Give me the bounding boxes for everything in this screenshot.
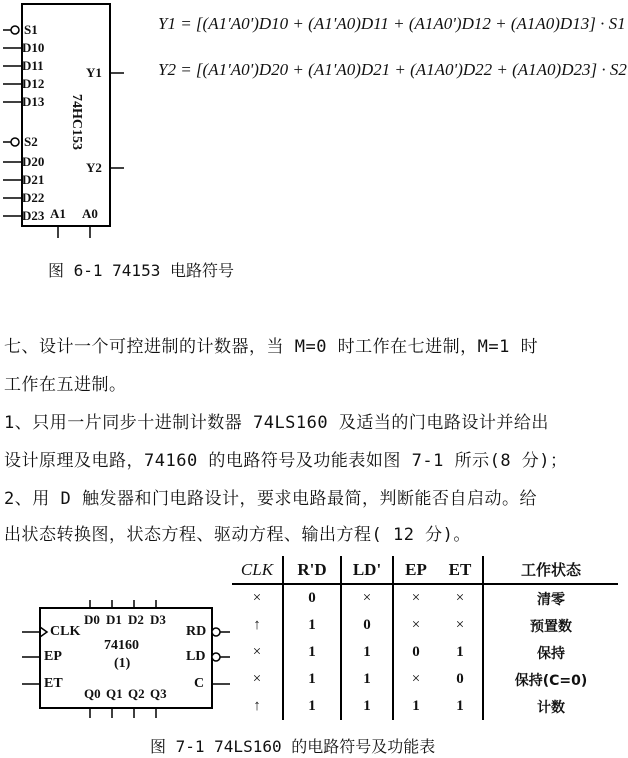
question-line-1: 七、设计一个可控进制的计数器，当 M=0 时工作在七进制，M=1 时 bbox=[4, 337, 539, 357]
formula-y2: Y2 = [(A1'A0')D20 + (A1'A0)D21 + (A1A0')D22 + (A1A0)D23] · S2 bbox=[158, 60, 627, 79]
cell-et: 0 bbox=[456, 671, 464, 687]
pin-label-rd: RD bbox=[186, 624, 207, 639]
header-clk: CLK bbox=[232, 556, 283, 584]
pin-label-q1: Q1 bbox=[106, 686, 123, 701]
function-table-header bbox=[232, 556, 618, 584]
pin-label-y1: Y1 bbox=[86, 65, 102, 80]
cell-ep: × bbox=[393, 666, 438, 693]
cell-et: 1 bbox=[456, 698, 464, 714]
chip-74160-index: (1) bbox=[114, 656, 131, 671]
table-row bbox=[232, 584, 618, 612]
header-ep: EP bbox=[393, 556, 438, 584]
cell-state: 保持 bbox=[483, 639, 618, 666]
cell-state: 清零 bbox=[483, 584, 618, 612]
pin-label-d21: D21 bbox=[22, 172, 45, 187]
cell-ep: × bbox=[393, 612, 438, 639]
pin-label-q2: Q2 bbox=[128, 686, 145, 701]
cell-ld: × bbox=[341, 584, 393, 612]
cell-et: × bbox=[455, 617, 465, 633]
pin-label-q3: Q3 bbox=[150, 686, 167, 701]
pin-label-c: C bbox=[194, 676, 205, 691]
pin-label-d0: D0 bbox=[84, 612, 100, 627]
table-row bbox=[232, 693, 618, 720]
cell-state: 计数 bbox=[483, 693, 618, 720]
pin-label-a0: A0 bbox=[82, 206, 98, 221]
cell-clk: ↑ bbox=[253, 698, 261, 714]
header-ld: LD' bbox=[341, 556, 393, 584]
header-et: ET bbox=[438, 556, 483, 584]
cell-et: 1 bbox=[456, 644, 464, 660]
table-row bbox=[232, 666, 618, 693]
pin-label-d2: D2 bbox=[128, 612, 144, 627]
pin-label-d12: D12 bbox=[22, 76, 45, 91]
pin-label-d23: D23 bbox=[22, 208, 45, 223]
question-line-4: 设计原理及电路，74160 的电路符号及功能表如图 7-1 所示(8 分)； bbox=[4, 451, 568, 471]
pin-label-y2: Y2 bbox=[86, 160, 102, 175]
pin-label-et: ET bbox=[44, 676, 63, 691]
pin-label-d3: D3 bbox=[150, 612, 166, 627]
cell-ld: 1 bbox=[341, 693, 393, 720]
cell-state: 保持(C=0) bbox=[483, 666, 618, 693]
header-rd: R'D bbox=[283, 556, 341, 584]
figure-6-1-caption: 图 6-1 74153 电路符号 bbox=[48, 261, 234, 280]
pin-label-d1: D1 bbox=[106, 612, 122, 627]
pin-label-ld: LD bbox=[186, 649, 206, 664]
cell-ld: 0 bbox=[341, 612, 393, 639]
cell-rd: 1 bbox=[283, 666, 341, 693]
pin-label-clk: CLK bbox=[50, 624, 81, 639]
cell-rd: 0 bbox=[283, 584, 341, 612]
formula-y1: Y1 = [(A1'A0')D10 + (A1'A0)D11 + (A1A0')D12 + (A1A0)D13] · S1 bbox=[158, 14, 626, 33]
cell-rd: 1 bbox=[283, 639, 341, 666]
pin-label-s1: S1 bbox=[24, 22, 38, 37]
chip-74160-name: 74160 bbox=[104, 638, 139, 653]
cell-ld: 1 bbox=[341, 666, 393, 693]
figure-7-1-caption: 图 7-1 74LS160 的电路符号及功能表 bbox=[150, 737, 436, 756]
cell-clk: × bbox=[252, 590, 262, 606]
question-line-6: 出状态转换图，状态方程、驱动方程、输出方程( 12 分)。 bbox=[4, 525, 471, 545]
pin-label-d10: D10 bbox=[22, 40, 45, 55]
cell-et: × bbox=[455, 590, 465, 606]
pin-label-q0: Q0 bbox=[84, 686, 101, 701]
pin-label-d22: D22 bbox=[22, 190, 45, 205]
cell-ld: 1 bbox=[341, 639, 393, 666]
cell-rd: 1 bbox=[283, 693, 341, 720]
cell-clk: × bbox=[252, 644, 262, 660]
cell-ep: 0 bbox=[393, 639, 438, 666]
pin-label-d20: D20 bbox=[22, 154, 45, 169]
cell-ep: × bbox=[393, 584, 438, 612]
cell-clk: ↑ bbox=[253, 617, 261, 633]
pin-label-d11: D11 bbox=[22, 58, 44, 73]
cell-state: 预置数 bbox=[483, 612, 618, 639]
pin-label-ep: EP bbox=[44, 649, 62, 664]
cell-ep: 1 bbox=[393, 693, 438, 720]
pin-label-s2: S2 bbox=[24, 134, 38, 149]
cell-rd: 1 bbox=[283, 612, 341, 639]
table-row bbox=[232, 612, 618, 639]
pin-label-a1: A1 bbox=[50, 206, 66, 221]
question-line-2: 工作在五进制。 bbox=[4, 375, 127, 395]
pin-label-d13: D13 bbox=[22, 94, 45, 109]
header-state: 工作状态 bbox=[483, 556, 618, 584]
table-row bbox=[232, 639, 618, 666]
cell-clk: × bbox=[252, 671, 262, 687]
question-line-3: 1、只用一片同步十进制计数器 74LS160 及适当的门电路设计并给出 bbox=[4, 413, 549, 433]
chip-74153-name: 74HC153 bbox=[69, 94, 84, 150]
function-table bbox=[232, 556, 618, 720]
question-line-5: 2、用 D 触发器和门电路设计，要求电路最简，判断能否自启动。给 bbox=[4, 489, 537, 509]
